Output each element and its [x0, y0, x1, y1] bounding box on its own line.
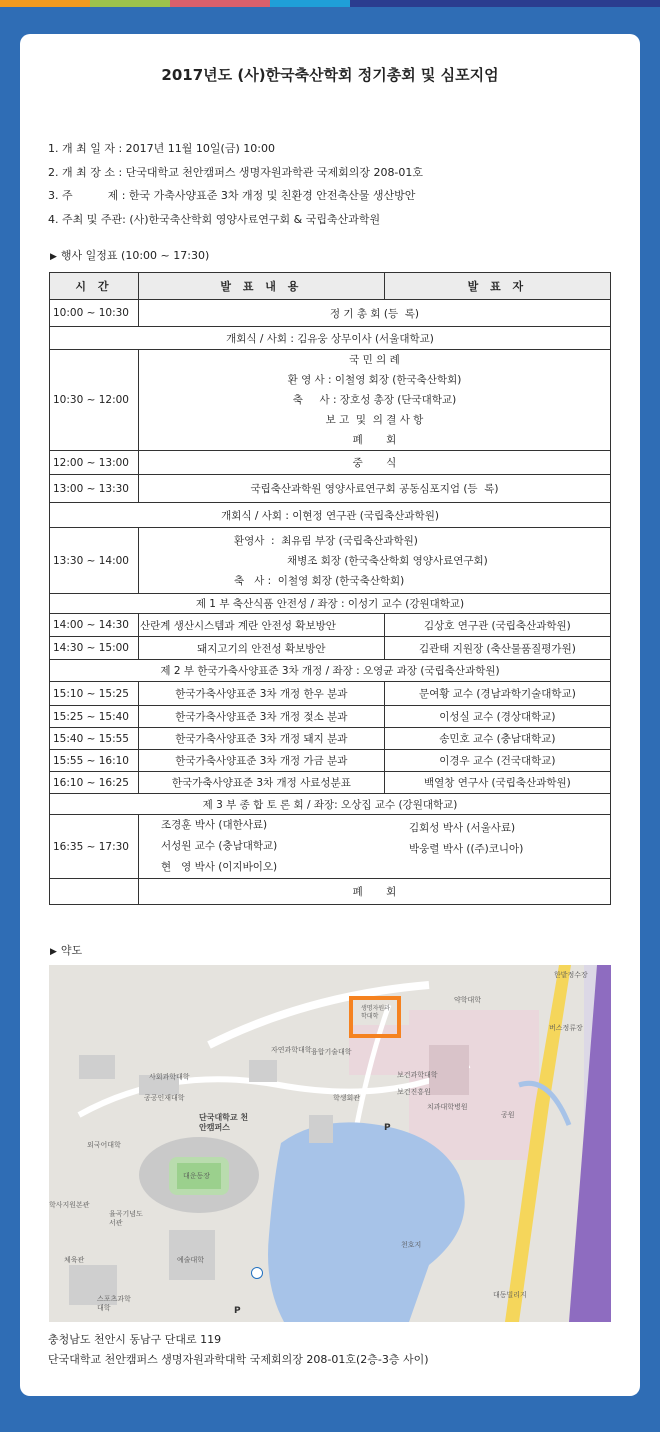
time-cell: 13:30 ~ 14:00	[50, 528, 139, 594]
parking-icon: P	[384, 1123, 391, 1133]
map-label: 자연과학대학	[271, 1046, 312, 1054]
table-row	[50, 706, 611, 728]
table-header-row	[50, 273, 611, 300]
campus-map[interactable]	[49, 965, 611, 1322]
table-row	[50, 594, 611, 614]
panelist: 김회성 박사 (서울사료)	[408, 822, 516, 834]
speaker-cell: 백열창 연구사 (국립축산과학원)	[384, 772, 610, 794]
top-color-bar	[0, 0, 660, 7]
table-row	[50, 750, 611, 772]
content-line: 보 고 및 의 결 사 항	[325, 414, 424, 426]
triangle-bullet-icon: ▶	[50, 947, 57, 957]
table-row	[50, 350, 611, 451]
speaker-cell: 이경우 교수 (건국대학교)	[384, 750, 610, 772]
table-row	[50, 682, 611, 706]
time-cell: 15:40 ~ 15:55	[50, 728, 139, 750]
panelist: 현 영 박사 (이지바이오)	[160, 861, 278, 873]
info-venue: 2. 개 최 장 소 : 단국대학교 천안캠퍼스 생명자원과학관 국제회의장 208-01호	[48, 165, 424, 179]
map-label: 율곡기념도서관	[109, 1210, 143, 1227]
content-line: 채병조 회장 (한국축산학회 영양사료연구회)	[286, 554, 488, 567]
topic-cell: 한국가축사양표준 3차 개정 사료성분표	[138, 772, 384, 794]
map-label: 버스정류장	[549, 1024, 583, 1032]
topic-cell: 한국가축사양표준 3차 개정 젖소 분과	[138, 706, 384, 728]
schedule-heading-text: 행사 일정표 (10:00 ~ 17:30)	[60, 249, 210, 262]
address-block	[48, 1330, 429, 1370]
speaker-cell: 송민호 교수 (충남대학교)	[384, 728, 610, 750]
table-row	[50, 879, 611, 905]
schedule-heading	[50, 247, 209, 263]
speaker-cell: 김상호 연구관 (국립축산과학원)	[384, 614, 610, 637]
panelist: 조경훈 박사 (대한사료)	[160, 819, 268, 831]
map-label: 공공인재대학	[144, 1094, 185, 1102]
table-row	[50, 327, 611, 350]
time-cell: 10:30 ~ 12:00	[50, 350, 139, 451]
table-row	[50, 772, 611, 794]
info-host: 4. 주최 및 주관: (사)한국축산학회 영양사료연구회 & 국립축산과학원	[48, 212, 381, 226]
topbar-segment-blue	[270, 0, 350, 7]
header-time: 시 간	[50, 273, 139, 300]
event-info-list	[48, 137, 423, 231]
section-cell: 개회식 / 사회 : 이현정 연구관 (국립축산과학원)	[50, 503, 611, 528]
section-cell: 개회식 / 사회 : 김유웅 상무이사 (서울대학교)	[50, 327, 611, 350]
topic-cell: 한국가축사양표준 3차 개정 돼지 분과	[138, 728, 384, 750]
map-heading	[50, 942, 82, 958]
topbar-segment-orange	[0, 0, 90, 7]
bus-stop-icon	[251, 1267, 263, 1279]
address-line: 충청남도 천안시 동남구 단대로 119	[48, 1333, 222, 1346]
map-label: 약학대학	[454, 996, 482, 1004]
time-cell: 14:00 ~ 14:30	[50, 614, 139, 637]
topic-cell: 산란계 생산시스템과 계란 안전성 확보방안	[138, 614, 384, 637]
map-label: 대동빌리지	[493, 1291, 527, 1299]
map-label: 스포츠과학대학	[97, 1295, 131, 1312]
map-label: 예술대학	[177, 1256, 205, 1264]
content-line: 축 사 : 이철영 회장 (한국축산학회)	[233, 574, 405, 587]
time-cell: 14:30 ~ 15:00	[50, 637, 139, 660]
map-label: 융합기술대학	[311, 1048, 352, 1056]
content-cell	[138, 815, 610, 879]
map-label: 학사지원본관	[49, 1201, 90, 1209]
table-row	[50, 614, 611, 637]
info-theme: 3. 주 제 : 한국 가축사양표준 3차 개정 및 친환경 안전축산물 생산방안	[48, 189, 416, 202]
address-line: 단국대학교 천안캠퍼스 생명자원과학대학 국제회의장 208-01호(2층-3층 사이)	[48, 1353, 429, 1366]
schedule-table	[49, 272, 611, 905]
content-cell: 국립축산과학원 영양사료연구회 공동심포지엄 (등 록)	[138, 475, 610, 503]
table-row	[50, 300, 611, 327]
map-heading-text: 약도	[60, 944, 83, 957]
page-title: 2017년도 (사)한국축산학회 정기총회 및 심포지엄	[161, 66, 499, 84]
topic-cell: 한국가축사양표준 3차 개정 가금 분과	[138, 750, 384, 772]
header-content: 발 표 내 용	[138, 273, 384, 300]
section-cell: 제 2 부 한국가축사양표준 3차 개정 / 좌장 : 오영균 과장 (국립축산과학원)	[50, 660, 611, 682]
table-row	[50, 475, 611, 503]
topbar-segment-green	[90, 0, 170, 7]
topbar-segment-red	[170, 0, 270, 7]
content-line: 환영사 : 최유림 부장 (국립축산과학원)	[233, 534, 418, 547]
time-cell: 10:00 ~ 10:30	[50, 300, 139, 327]
speaker-cell: 김관태 지원장 (축산물품질평가원)	[384, 637, 610, 660]
content-cell	[138, 528, 610, 594]
time-cell: 15:10 ~ 15:25	[50, 682, 139, 706]
content-line: 축 사 : 장호성 총장 (단국대학교)	[292, 394, 457, 406]
table-row	[50, 637, 611, 660]
content-cell: 폐 회	[138, 879, 610, 905]
table-row	[50, 660, 611, 682]
speaker-cell: 이성실 교수 (경상대학교)	[384, 706, 610, 728]
panelist: 박웅렬 박사 ((주)코니아)	[408, 843, 524, 855]
map-label: 보건과학대학	[397, 1071, 438, 1079]
speaker-cell: 문여황 교수 (경남과학기술대학교)	[384, 682, 610, 706]
topbar-segment-navy	[350, 0, 660, 7]
map-label: 공원	[501, 1111, 515, 1119]
section-cell: 제 1 부 축산식품 안전성 / 좌장 : 이성기 교수 (강원대학교)	[50, 594, 611, 614]
time-cell	[50, 879, 139, 905]
content-line: 폐 회	[352, 434, 397, 446]
map-label: 생명자원과학대학	[361, 1005, 390, 1020]
topic-cell: 돼지고기의 안전성 확보방안	[138, 637, 384, 660]
content-cell	[138, 350, 610, 451]
triangle-bullet-icon: ▶	[50, 252, 57, 262]
map-label: 천호지	[401, 1241, 422, 1249]
time-cell: 15:25 ~ 15:40	[50, 706, 139, 728]
content-cell: 중 식	[138, 451, 610, 475]
map-label: 사회과학대학	[149, 1073, 190, 1081]
header-speaker: 발 표 자	[384, 273, 610, 300]
time-cell: 16:10 ~ 16:25	[50, 772, 139, 794]
content-line: 국 민 의 례	[349, 354, 400, 366]
panelist: 서성원 교수 (충남대학교)	[160, 840, 278, 852]
map-label: 체육관	[64, 1256, 85, 1264]
map-label: 외국어대학	[87, 1141, 121, 1149]
time-cell: 13:00 ~ 13:30	[50, 475, 139, 503]
table-row	[50, 451, 611, 475]
map-label: 보건진흥원	[397, 1088, 431, 1096]
table-row	[50, 503, 611, 528]
campus-map-graphic	[49, 965, 611, 1322]
table-row	[50, 794, 611, 815]
table-row	[50, 528, 611, 594]
parking-icon: P	[234, 1306, 241, 1316]
time-cell: 12:00 ~ 13:00	[50, 451, 139, 475]
topic-cell: 한국가축사양표준 3차 개정 한우 분과	[138, 682, 384, 706]
table-row	[50, 815, 611, 879]
time-cell: 15:55 ~ 16:10	[50, 750, 139, 772]
time-cell: 16:35 ~ 17:30	[50, 815, 139, 879]
map-label: 단국대학교 천안캠퍼스	[199, 1113, 249, 1132]
table-row	[50, 728, 611, 750]
info-date: 1. 개 최 일 자 : 2017년 11월 10일(금) 10:00	[48, 142, 275, 155]
map-label: 한밭정수장	[554, 971, 588, 979]
map-label: 학생회관	[333, 1094, 361, 1102]
map-label: 대운동장	[183, 1172, 211, 1180]
content-cell: 정 기 총 회 (등 록)	[138, 300, 610, 327]
content-card	[20, 34, 640, 1396]
section-cell: 제 3 부 종 합 토 론 회 / 좌장: 오상집 교수 (강원대학교)	[50, 794, 611, 815]
content-line: 환 영 사 : 이철영 회장 (한국축산학회)	[287, 374, 462, 386]
map-label: 치과대학병원	[427, 1103, 468, 1111]
